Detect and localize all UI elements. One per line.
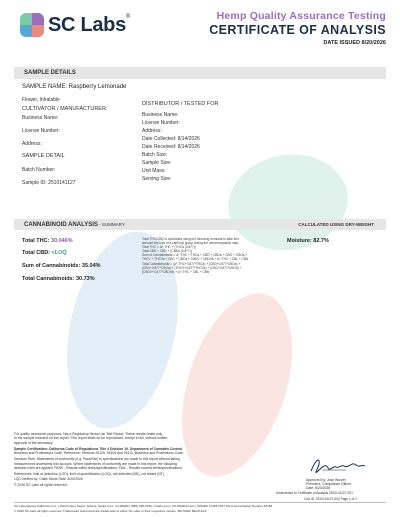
footer-line: to the sample included on this report. This report shall not be reproduced, except in full, without written <box>14 436 168 441</box>
footer-line: References: limit of detection (LOD), limit of quantification (LOQ), not detected (ND), not tested (NT) <box>14 472 164 477</box>
method-line: Total CBD = CBD + (CBDa (0.877)) <box>142 249 192 254</box>
distributor-heading: DISTRIBUTOR / TESTED FOR <box>142 101 219 107</box>
page-reference: CoA ID: 2510141127-002 Page 1 of 1 <box>304 497 357 501</box>
batch-size: Batch Size: <box>142 152 168 158</box>
method-line: Total Cannabinoids = (Δ⁹-THC+0.877*THCa) + (CBD+0.877*CBDa) + <box>142 261 241 266</box>
footer-copyright: © 2026 SC Labs all rights reserved. <box>14 482 68 487</box>
footer-line: For quality assurance purposes. Not a Regulatory Hemp Lab Test Report. These results relate only <box>14 432 163 436</box>
distributor-address: Address: <box>142 128 162 134</box>
report-title: Hemp Quality Assurance Testing <box>216 10 386 22</box>
cannabinoid-analysis-bar <box>14 219 386 230</box>
unit-mass: Unit Mass: <box>142 168 166 174</box>
signature-date: Date: 8/20/2026 <box>306 486 331 491</box>
method-line: (CBG+0.877*CBGa) + (THCV+0.877*THCVa) + (CBC+0.877*CBCa) + <box>142 265 242 270</box>
signature-image <box>308 455 368 477</box>
sample-id: Sample ID: 2510141127 <box>22 180 76 186</box>
sample-type: Flower, Inhalable <box>22 97 60 103</box>
sample-size: Sample Size: <box>142 160 172 166</box>
footer-line: approval of the laboratory. <box>14 440 54 445</box>
sample-detail-heading: SAMPLE DETAIL <box>22 153 65 159</box>
footer-line: decision rules are applied: PASS - Results within limits/specifications, FAIL - Results exceed limits/specifications. <box>14 466 183 471</box>
method-line: THCV + THCVa + CBC + CBCa + CBDV + CBDVa + Δ⁸-THC + CBL + CBN <box>142 257 249 262</box>
signature-name: Approved by: Josh Wurzer <box>306 478 346 482</box>
method-line: (CBDV+0.877*CBDVa) + Δ⁸-THC + CBL + CBN <box>142 269 210 274</box>
total-cannabinoids: Total Cannabinoids: 30.73% <box>22 276 95 282</box>
signature-title: President, Compliance Officer <box>306 482 351 487</box>
cultivator-address: Address: <box>22 141 42 147</box>
logo-registered-mark: ® <box>125 13 131 20</box>
distributor-license-number: License Number: <box>142 120 180 126</box>
footer-line: Sample Certification: California Code of Regulations Title 4 Division 19. Department of Cannabis Control <box>14 446 182 451</box>
footer-line: Business and Professions Code. Reference: Sections 26100, 26104 and 26110, Business and Professions Code. <box>14 451 184 456</box>
total-thc <box>22 238 73 244</box>
sum-of-cannabinoids: Sum of Cannabinoids: 35.04% <box>22 263 101 269</box>
total-cbd <box>22 250 67 256</box>
moisture: Moisture: 82.7% <box>287 238 329 244</box>
logo-text: SC Labs <box>48 13 126 36</box>
cannabinoid-section-title: CANNABINOID ANALYSIS <box>24 222 98 228</box>
signature-block <box>306 478 351 491</box>
trademark-line: © 2026 SC Labs all rights reserved. Trademarks referenced are trademarks of either SC Labs or their respective owners. MKT0002 REV8 2/22 <box>14 509 207 513</box>
cultivator-business-name: Business Name: <box>22 115 59 121</box>
date-collected: Date Collected: 8/14/2026 <box>142 136 200 142</box>
logo-mark-icon <box>20 13 44 37</box>
total-thc-value: 30.046% <box>50 238 73 244</box>
cannabinoid-section-subtitle: - SUMMARY <box>97 222 125 227</box>
batch-number: Batch Number: <box>22 167 56 173</box>
date-issued: DATE ISSUED 8/20/2026 <box>323 40 386 46</box>
certificate-title: CERTIFICATE OF ANALYSIS <box>209 23 386 37</box>
footer-line: Decision Rule: Statements of conformity (e.g. Pass/Fail) to specifications are made in this report without taking <box>14 457 180 462</box>
header-titles <box>209 10 386 46</box>
method-line: Total THC = Δ⁹-THC + (THCa (0.877)) <box>142 245 196 250</box>
serving-size: Serving Size: <box>142 176 172 182</box>
dry-weight-note: CALCULATED USING DRY-WEIGHT <box>298 222 374 227</box>
footer-notes <box>14 432 264 487</box>
footer-divider <box>14 502 386 503</box>
total-cbd-label: Total CBD: <box>22 250 52 256</box>
total-cbd-value: <LOQ <box>51 250 67 256</box>
date-received: Date Received: 8/14/2026 <box>142 144 200 150</box>
sample-name: SAMPLE NAME: Raspberry Lemonade <box>22 84 127 90</box>
cultivator-heading: CULTIVATOR / MANUFACTURER <box>22 106 106 112</box>
sc-labs-logo <box>20 13 130 37</box>
amendment-note: Amendment to Certificate of Analysis 2510141127-001 <box>276 491 353 495</box>
footer-line: measurement uncertainty into account. Where statements of conformity are made in this report, the following <box>14 461 177 466</box>
sample-details-bar: SAMPLE DETAILS <box>14 67 386 79</box>
method-line: Sum of Cannabinoids = Δ⁹-THC + THCa + CBD + CBDa + CBG + CBGa + <box>142 253 248 258</box>
footer-line: LQC verified by: Callie Stone Date: 8/20/2026 <box>14 476 83 481</box>
lab-address-line: SC Laboratories California LLC. | 100 Pioneer Street, Suite E, Santa Cruz, CA 95060 | (866) 435-0709 | sclabs.com | C8-0000013-LIC | ISO/IES 17025:2017 PJLA Accreditation Number 87168 <box>14 504 273 508</box>
distributor-business-name: Business Name: <box>142 112 179 118</box>
method-line: Total THC/CBD is calculated using the following formulas to take into <box>142 237 239 241</box>
total-thc-label: Total THC: <box>22 238 51 244</box>
method-line: account the loss of a carboxyl group during the decarboxylation step: <box>142 241 240 246</box>
calculation-method <box>142 237 270 274</box>
cultivator-license-number: License Number: <box>22 128 60 134</box>
